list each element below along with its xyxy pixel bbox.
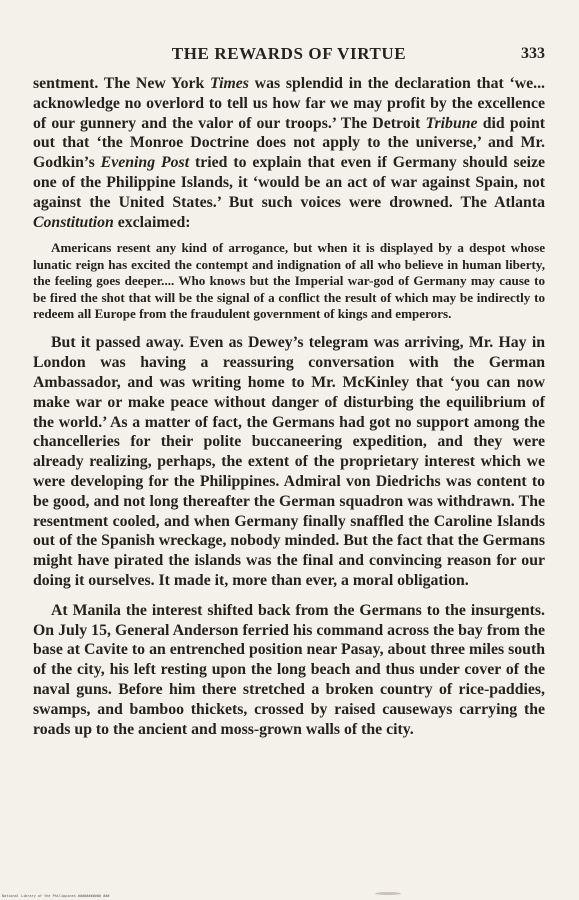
- para1-text-1: sentment. The New York: [33, 75, 211, 92]
- para1-text-5: exclaimed:: [113, 213, 191, 231]
- newspaper-title-tribune: Tribune: [425, 114, 478, 132]
- para1-text-2: was splendid in the declaration that ‘we... acknowledge no overlord to tell us how far we may profit by the excellence of our gunnery and the valor of our troops.’ The Detroit: [33, 75, 545, 132]
- newspaper-title-times: Times: [210, 75, 249, 92]
- page-number: 333: [521, 45, 545, 62]
- body-text: [33, 74, 545, 739]
- para1-text-4: tried to explain that even if Germany should seize one of the Philippine Islands, it ‘would be an act of war against Spain, not against the United States.’ But such voices were drowned. The Atlanta: [33, 154, 546, 211]
- block-quote: Americans resent any kind of arrogance, but when it is displayed by a despot whose lunatic reign has excited the contempt and indignation of all who believe in human liberty, the feeling goes deeper.... Who knows but the Imperial war-god of Germany may cause to be fired the shot that will be the signal of a conflict the result of which may be indirectly to redeem all Europe from the fraudulent government of kings and emperors.: [33, 240, 545, 321]
- newspaper-title-evening-post: Evening Post: [100, 154, 190, 172]
- paragraph-2: But it passed away. Even as Dewey’s telegram was arriving, Mr. Hay in London was having a reassuring conversation with the German Ambassador, and was writing home to Mr. McKinley that ‘you can now make war or make peace without danger of disturbing the equilibrium of the world.’ As a matter of fact, the Germans had got no support among the chancelleries for their polite buccaneering expedition, and they were already realizing, perhaps, the extent of the proprietary interest which we were developing for the Philippines. Admiral von Diedrichs was content to be good, and not long thereafter the German squadron was withdrawn. The resentment cooled, and when Germany finally snaffled the Caroline Islands out of the Spanish wreckage, nobody minded. But the fact that the Germans might have pirated the islands was the final and convincing reason for our doing it ourselves. It made it, more than ever, a moral obligation.: [33, 334, 545, 589]
- page-header: [33, 44, 545, 66]
- scan-smudge: [375, 892, 401, 895]
- newspaper-title-constitution: Constitution: [33, 213, 114, 231]
- running-head: THE REWARDS OF VIRTUE: [171, 44, 407, 63]
- paragraph-1: [33, 74, 545, 232]
- paragraph-3: At Manila the interest shifted back from the Germans to the insurgents. On July 15, General Anderson ferried his command across the bay from the base at Cavite to an entrenched position near Pasay, about three miles south of the city, his left resting upon the long beach and thus under cover of the naval guns. Before him there stretched a broken country of rice-paddies, swamps, and bamboo thickets, crossed by raised causeways carrying the roads up to the ancient and moss-grown walls of the city.: [33, 601, 545, 738]
- para1-text-3: did point out that ‘the Monroe Doctrine does not apply to the universe,’ and Mr. Godkin’s: [33, 114, 545, 172]
- scan-footer: National Library of the Philippines ########### ###: [2, 894, 110, 898]
